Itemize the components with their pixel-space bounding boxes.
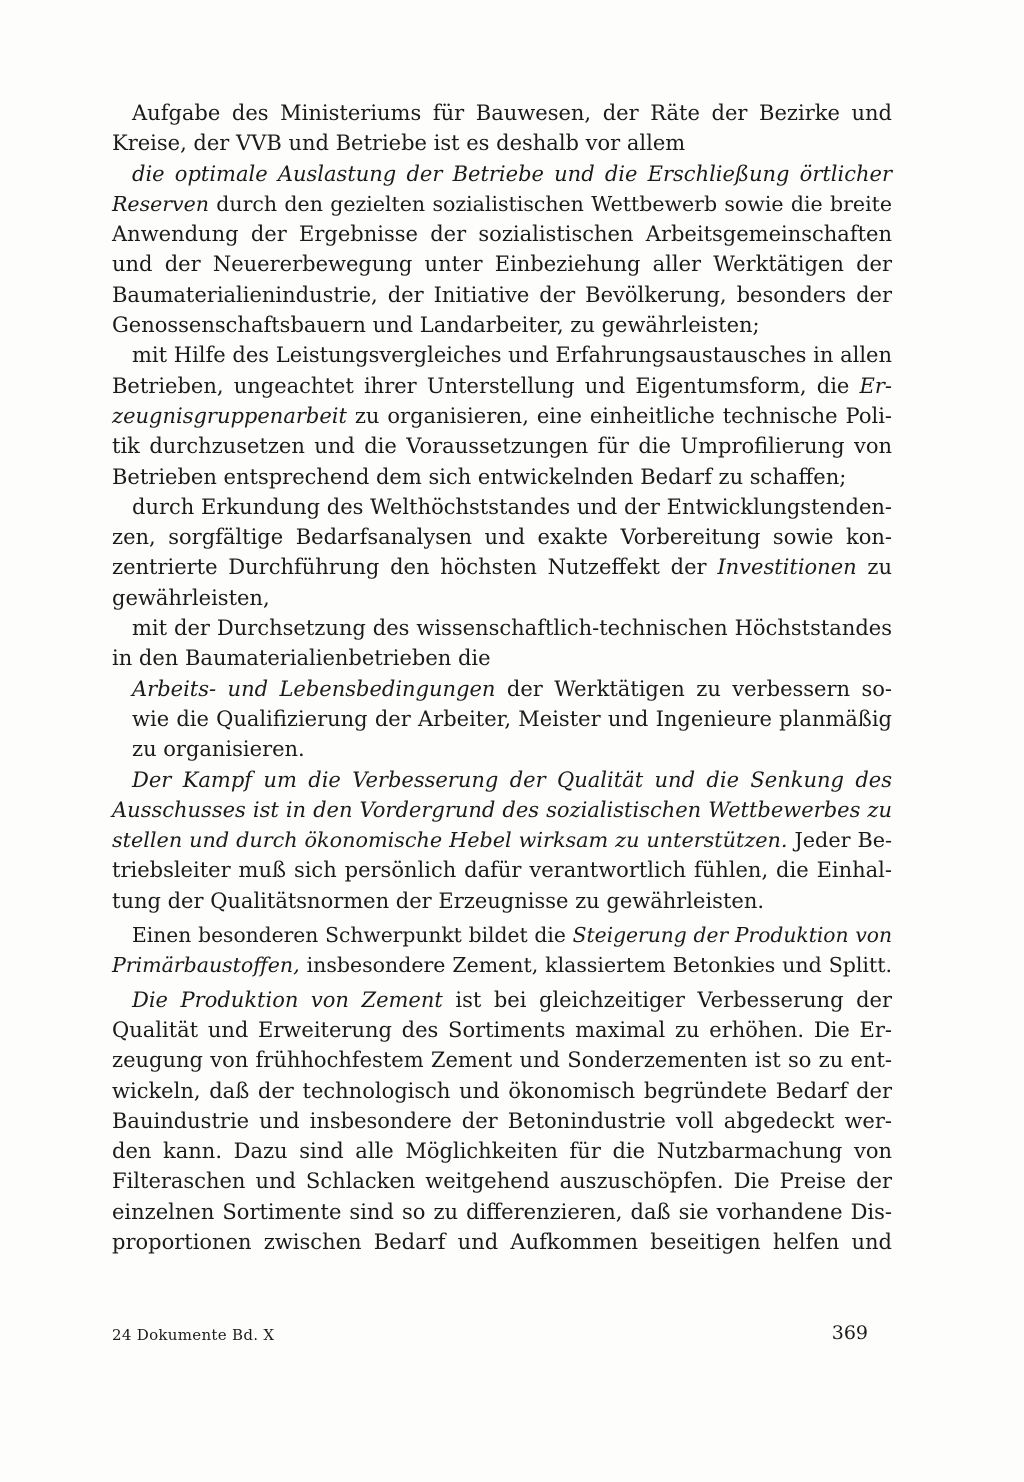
italic-text: Ausschusses ist in den Vordergrund des sozialistischen Wettbewerbes zu (112, 797, 892, 822)
text-line (112, 1045, 892, 1075)
text-segment: mit Hilfe des Leistungsvergleiches und Erfahrungsaustausches in allen (132, 343, 892, 368)
italic-text: die optimale Auslastung der Betriebe und die Erschließung örtlicher (132, 161, 892, 186)
text-segment: proportionen zwischen Bedarf und Aufkommen beseitigen helfen und (112, 1229, 892, 1254)
footer-signature: 24 Dokumente Bd. X (112, 1326, 275, 1344)
text-line (112, 340, 892, 370)
text-segment: Aufgabe des Ministeriums für Bauwesen, der Räte der Bezirke und (132, 101, 892, 125)
text-segment: Betrieben entsprechend dem sich entwickelnden Bedarf zu schaffen; (112, 464, 847, 489)
text-segment: ist bei gleichzeitiger Verbesserung der (442, 987, 892, 1012)
text-line (112, 1227, 892, 1257)
text-line (112, 98, 892, 128)
text-segment: Qualität und Erweiterung des Sortiments maximal zu erhöhen. Die Er- (112, 1017, 892, 1042)
text-segment: zen, sorgfältige Bedarfsanalysen und exakte Vorbereitung sowie kon- (112, 525, 892, 550)
italic-text: Er- (859, 373, 892, 398)
text-line (112, 950, 892, 980)
body-text (112, 98, 892, 1257)
text-line (112, 765, 892, 795)
text-segment: zu organisieren, eine einheitliche technische Poli- (346, 403, 892, 428)
text-segment: mit der Durchsetzung des wissenschaftlich-technischen Höchststandes (132, 616, 892, 641)
text-line (112, 280, 892, 310)
italic-text: Reserven (112, 191, 209, 216)
page-footer (112, 1322, 868, 1352)
text-line (112, 583, 892, 613)
text-line (112, 1136, 892, 1166)
text-segment: Kreise, der VVB und Betriebe ist es deshalb vor allem (112, 131, 686, 156)
text-segment: wie die Qualifizierung der Arbeiter, Meister und Ingenieure planmäßig (132, 706, 892, 731)
text-line (112, 1166, 892, 1196)
text-line (112, 1197, 892, 1227)
text-line (112, 371, 892, 401)
text-line (112, 643, 892, 673)
text-segment: Jeder Be- (787, 828, 893, 853)
text-segment: und der Neuererbewegung unter Einbeziehung aller Werktätigen der (112, 252, 892, 277)
text-line (112, 310, 892, 340)
text-segment: durch Erkundung des Welthöchststandes und der Entwicklungstenden- (132, 494, 892, 519)
text-line (112, 704, 892, 734)
text-line (112, 401, 892, 431)
italic-text: Die Produktion von Zement (132, 987, 443, 1012)
italic-text: Steigerung der Produktion von (572, 923, 892, 948)
text-line (112, 1106, 892, 1136)
text-segment: durch den gezielten sozialistischen Wettbewerb sowie die breite (208, 191, 892, 216)
text-segment: Einen besonderen Schwerpunkt bildet die (132, 923, 573, 948)
text-line (112, 985, 892, 1015)
text-segment: Baumaterialienindustrie, der Initiative der Bevölkerung, besonders der (112, 282, 892, 307)
text-segment: Genossenschaftsbauern und Landarbeiter, zu gewährleisten; (112, 313, 760, 338)
text-line (112, 219, 892, 249)
text-line (112, 1015, 892, 1045)
text-line (112, 249, 892, 279)
text-line (112, 825, 892, 855)
text-segment: insbesondere Zement, klassiertem Betonkies und Splitt. (299, 953, 892, 978)
text-segment: zentrierte Durchführung den höchsten Nutzeffekt der (112, 555, 718, 580)
text-segment: den kann. Dazu sind alle Möglichkeiten für die Nutzbarmachung von (112, 1139, 892, 1164)
text-segment: gewährleisten, (112, 585, 270, 610)
text-segment: wickeln, daß der technologisch und ökonomisch begründete Bedarf der (112, 1078, 892, 1103)
page-number: 369 (831, 1322, 868, 1344)
text-segment: der Werktätigen zu verbessern so- (495, 676, 892, 701)
italic-text: Der Kampf um die Verbesserung der Qualität und die Senkung des (132, 767, 892, 792)
text-segment: zu (856, 555, 893, 580)
text-segment: zeugung von frühhochfestem Zement und Sonderzementen ist so zu ent- (112, 1048, 892, 1073)
text-segment: triebsleiter muß sich persönlich dafür verantwortlich fühlen, die Einhal- (112, 858, 892, 883)
text-segment: tik durchzusetzen und die Voraussetzungen für die Umprofilierung von (112, 434, 892, 459)
text-line (112, 855, 892, 885)
text-line (112, 522, 892, 552)
text-line (112, 462, 892, 492)
text-line (112, 886, 892, 916)
text-line (112, 613, 892, 643)
italic-text: zeugnisgruppenarbeit (112, 403, 347, 428)
text-segment: tung der Qualitätsnormen der Erzeugnisse zu gewährleisten. (112, 888, 765, 913)
text-line (112, 552, 892, 582)
italic-text: Arbeits- und Lebensbedingungen (132, 676, 496, 701)
text-segment: Anwendung der Ergebnisse der sozialistischen Arbeitsgemeinschaften (112, 222, 892, 247)
text-line (112, 795, 892, 825)
text-segment: einzelnen Sortimente sind so zu differenzieren, daß sie vorhandene Dis- (112, 1199, 892, 1224)
text-line (112, 431, 892, 461)
text-line (112, 920, 892, 950)
text-segment: in den Baumaterialienbetrieben die (112, 646, 491, 671)
text-line (112, 674, 892, 704)
text-segment: Bauindustrie und insbesondere der Betonindustrie voll abgedeckt wer- (112, 1108, 892, 1133)
text-segment: Betrieben, ungeachtet ihrer Unterstellung und Eigentumsform, die (112, 373, 860, 398)
text-line (112, 189, 892, 219)
italic-text: Investitionen (717, 555, 857, 580)
text-line (112, 1076, 892, 1106)
text-line (112, 734, 892, 764)
text-line (112, 159, 892, 189)
italic-text: Primärbaustoffen, (112, 953, 300, 978)
text-segment: Filteraschen und Schlacken weitgehend auszuschöpfen. Die Preise der (112, 1169, 892, 1194)
text-segment: zu organisieren. (132, 737, 305, 762)
text-line (112, 128, 892, 158)
italic-text: stellen und durch ökonomische Hebel wirksam zu unterstützen. (112, 828, 788, 853)
text-line (112, 492, 892, 522)
